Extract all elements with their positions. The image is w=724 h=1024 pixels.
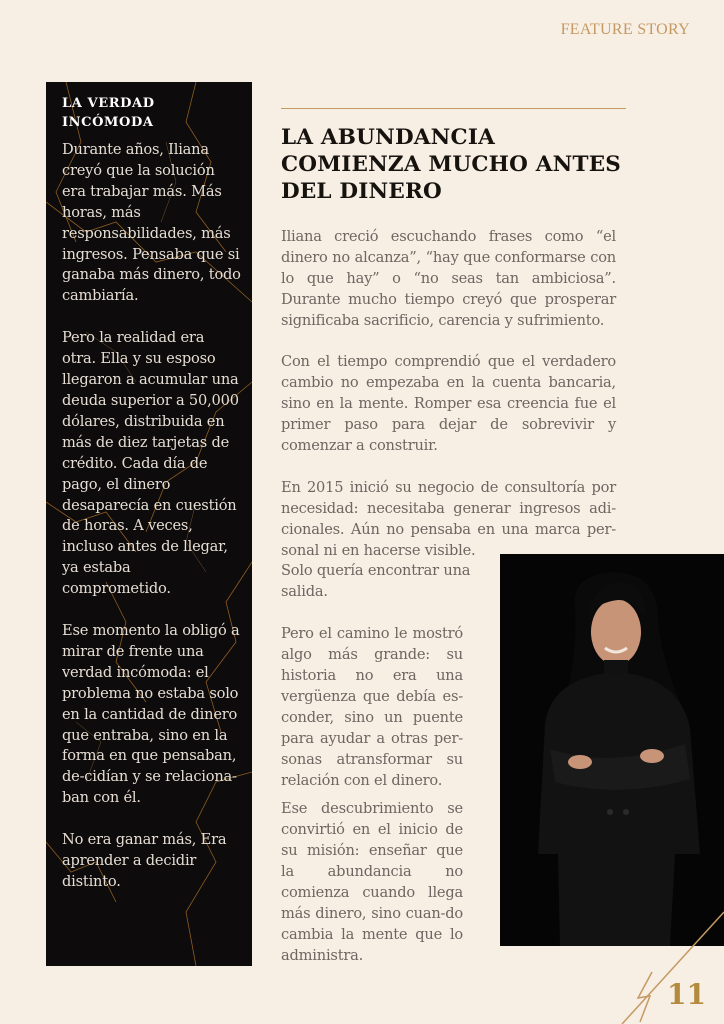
- headline-line: LA ABUNDANCIA: [281, 125, 495, 150]
- sidebar-title-line: INCÓMODA: [62, 115, 154, 130]
- headline-line: COMIENZA MUCHO ANTES: [281, 152, 622, 177]
- article-paragraph: Solo quería encontrar una salida.: [281, 562, 471, 601]
- headline-line: DEL DINERO: [281, 179, 442, 204]
- article-headline: [281, 124, 641, 205]
- page-number: 11: [667, 978, 706, 1011]
- sidebar-title: [62, 94, 242, 132]
- article-paragraph: Ese descubrimiento se convirtió en el inicio de su misión: enseñar que la abundancia no comienza cuando llega más dinero, sino cuan-do cambia la mente que lo administra.: [281, 800, 463, 964]
- article-paragraph: Iliana creció escuchando frases como “el dinero no alcanza”, “hay que conformarse con lo que hay” o “no seas tan ambiciosa”. Durante mucho tiempo creyó que prosperar significaba sacrificio, carencia y sufrimiento.: [281, 228, 616, 329]
- sidebar-paragraph: Pero la realidad era otra. Ella y su esposo llegaron a acumular una deuda superior a 50,000 dólares, distribuida en más de diez tarjetas de crédito. Cada día de pago, el dinero desaparecía en cuestión de horas. A veces, incluso antes de llegar, ya estaba comprometido.: [62, 329, 239, 598]
- article-paragraph: Pero el camino le mostró algo más grande: su historia no era una vergüenza que debía es-conder, sino un puente para ayudar a otras per-sonas atransformar su relación con el dinero.: [281, 625, 463, 789]
- divider-rule: [281, 108, 626, 109]
- portrait-illustration: [500, 554, 724, 946]
- sidebar-paragraph: Durante años, Iliana creyó que la solución era trabajar más. Más horas, más responsabilidades, más ingresos. Pensaba que si ganaba más dinero, todo cambiaría.: [62, 141, 241, 305]
- section-label: FEATURE STORY: [560, 21, 690, 38]
- sidebar-title-line: LA VERDAD: [62, 96, 155, 111]
- sidebar-box: [46, 82, 252, 966]
- article-paragraph: En 2015 inició su negocio de consultoría por necesidad: necesitaba generar ingresos adi-cionales. Aún no pensaba en una marca per-sonal ni en hacerse visible.: [281, 478, 616, 559]
- sidebar-paragraph: No era ganar más, Era aprender a decidir distinto.: [62, 831, 227, 890]
- portrait-photo: [500, 554, 724, 946]
- sidebar-paragraph: Ese momento la obligó a mirar de frente una verdad incómoda: el problema no estaba solo en la cantidad de dinero que entraba, sino en la forma en que pensaban, de-cidían y se relaciona-ban con él.: [62, 622, 240, 807]
- article-paragraph: Con el tiempo comprendió que el verdadero cambio no empezaba en la cuenta bancaria, sino en la mente. Romper esa creencia fue el primer paso para dejar de sobrevivir y comenzar a construir.: [281, 353, 616, 455]
